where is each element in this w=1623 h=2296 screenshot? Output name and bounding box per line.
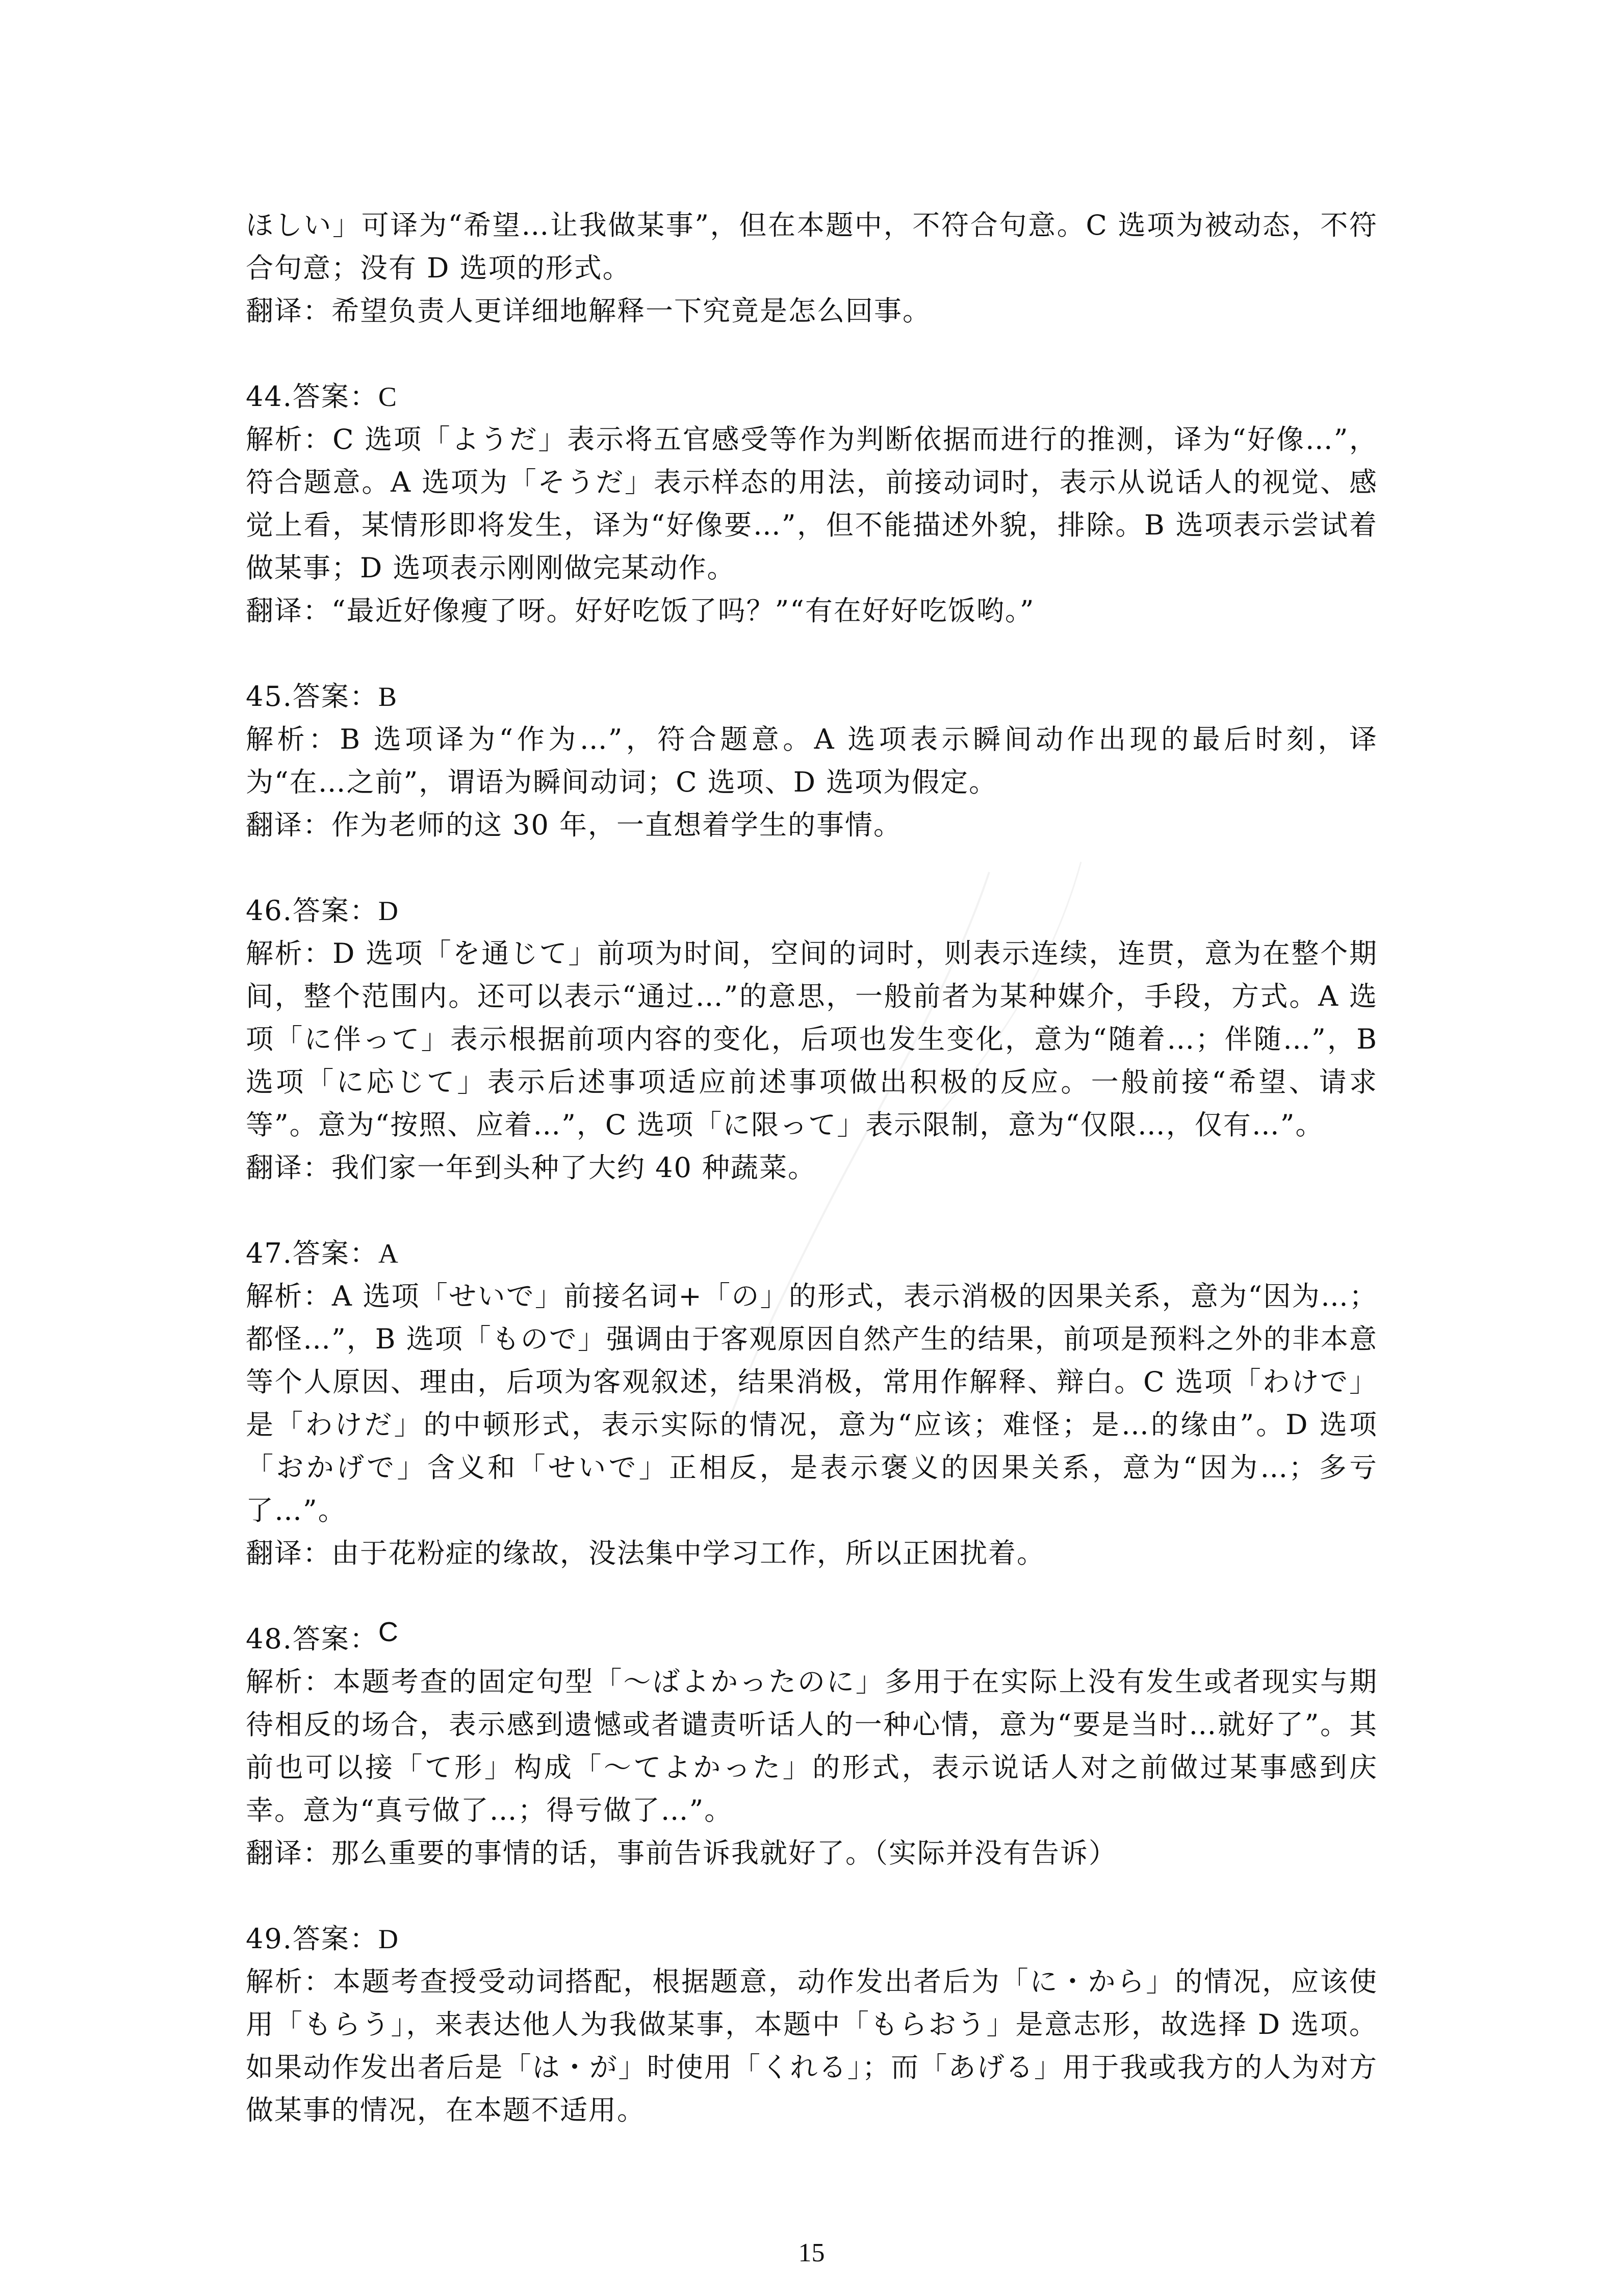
answer-label: 答案： [292, 380, 378, 413]
analysis-paragraph: 解析：本题考查授受动词搭配，根据题意，动作发出者后为「に・から」的情况，应该使用「もらう」，来表达他人为我做某事，本题中「もらおう」是意志形，故选择 D 选项。如果动作发出者后是「は・が」时使用「くれる」；而「あげる」用于我或我方的人为对方做某事的情况，在本题不适用。 [246, 1966, 1378, 2126]
answer-value: A [378, 1238, 399, 1269]
answer-heading [246, 375, 1378, 418]
answer-item-45 [246, 675, 1378, 847]
analysis-paragraph: 解析：A 选项「せいで」前接名词+「の」的形式，表示消极的因果关系，意为“因为…；都怪…”，B 选项「もので」强调由于客观原因自然产生的结果，前项是预料之外的非本意等个人原因、理由，后项为客观叙述，结果消极，常用作解释、辩白。C 选项「わけで」是「わけだ」的中顿形式，表示实际的情况，意为“应该；难怪；是…的缘由”。D 选项「おかげで」含义和「せいで」正相反，是表示褒义的因果关系，意为“因为…；多亏了…”。 [246, 1280, 1378, 1526]
answer-item-47 [246, 1232, 1378, 1575]
analysis-continuation: ほしい」可译为“希望…让我做某事”，但在本题中，不符合句意。C 选项为被动态，不符合句意；没有 D 选项的形式。 [246, 209, 1378, 284]
question-number: 49. [246, 1923, 293, 1955]
answer-heading [246, 889, 1378, 932]
answer-label: 答案： [292, 1237, 378, 1269]
translation-line: 翻译：作为老师的这 30 年，一直想着学生的事情。 [246, 809, 903, 841]
translation-43: 翻译：希望负责人更详细地解释一下究竟是怎么回事。 [246, 295, 931, 327]
answer-item-46 [246, 889, 1378, 1189]
answer-heading [246, 675, 1378, 718]
answer-value: C [378, 381, 398, 412]
answer-label: 答案： [292, 680, 378, 712]
answer-value: D [378, 1924, 399, 1954]
answer-item-44 [246, 375, 1378, 632]
translation-line: 翻译：我们家一年到头种了大约 40 种蔬菜。 [246, 1152, 817, 1184]
continuation-block [246, 204, 1378, 333]
question-number: 47. [246, 1237, 293, 1269]
question-number: 44. [246, 380, 293, 413]
analysis-paragraph: 解析：本题考查的固定句型「～ばよかったのに」多用于在实际上没有发生或者现实与期待相反的场合，表示感到遗憾或者谴责听话人的一种心情，意为“要是当时…就好了”。其前也可以接「て形」构成「～てよかった」的形式，表示说话人对之前做过某事感到庆幸。意为“真亏做了…；得亏做了…”。 [246, 1666, 1378, 1826]
question-number: 45. [246, 680, 293, 712]
answer-value: B [378, 681, 398, 712]
document-body [246, 204, 1378, 2175]
translation-line: 翻译：“最近好像瘦了呀。好好吃饭了吗？”“有在好好吃饭哟。” [246, 595, 1035, 627]
answer-value: C [378, 1617, 399, 1647]
translation-line: 翻译：由于花粉症的缘故，没法集中学习工作，所以正困扰着。 [246, 1537, 1045, 1569]
analysis-paragraph: 解析：B 选项译为“作为…”，符合题意。A 选项表示瞬间动作出现的最后时刻，译为“在…之前”，谓语为瞬间动词；C 选项、D 选项为假定。 [246, 723, 1378, 798]
question-number: 46. [246, 895, 293, 927]
answer-value: D [378, 896, 399, 926]
analysis-paragraph: 解析：C 选项「ようだ」表示将五官感受等作为判断依据而进行的推测，译为“好像…”，符合题意。A 选项为「そうだ」表示样态的用法，前接动词时，表示从说话人的视觉、感觉上看，某情形即将发生，译为“好像要…”，但不能描述外貌，排除。B 选项表示尝试着做某事；D 选项表示刚刚做完某动作。 [246, 423, 1378, 584]
answer-label: 答案： [292, 1923, 378, 1955]
page-number: 15 [798, 2238, 825, 2267]
translation-line: 翻译：那么重要的事情的话，事前告诉我就好了。（实际并没有告诉） [246, 1837, 1117, 1869]
answer-item-49 [246, 1918, 1378, 2132]
answer-label: 答案： [292, 1623, 378, 1655]
answer-heading [246, 1918, 1378, 1960]
question-number: 48. [246, 1623, 293, 1655]
answer-heading [246, 1618, 1378, 1661]
analysis-paragraph: 解析：D 选项「を通じて」前项为时间，空间的词时，则表示连续，连贯，意为在整个期间，整个范围内。还可以表示“通过…”的意思，一般前者为某种媒介，手段，方式。A 选项「に伴って」表示根据前项内容的变化，后项也发生变化，意为“随着…；伴随…”，B 选项「に応じて」表示后述事项适应前述事项做出积极的反应。一般前接“希望、请求等”。意为“按照、应着…”，C 选项「に限って」表示限制，意为“仅限…，仅有…”。 [246, 937, 1378, 1141]
answer-heading [246, 1232, 1378, 1275]
answer-label: 答案： [292, 895, 378, 927]
answer-item-48 [246, 1618, 1378, 1875]
